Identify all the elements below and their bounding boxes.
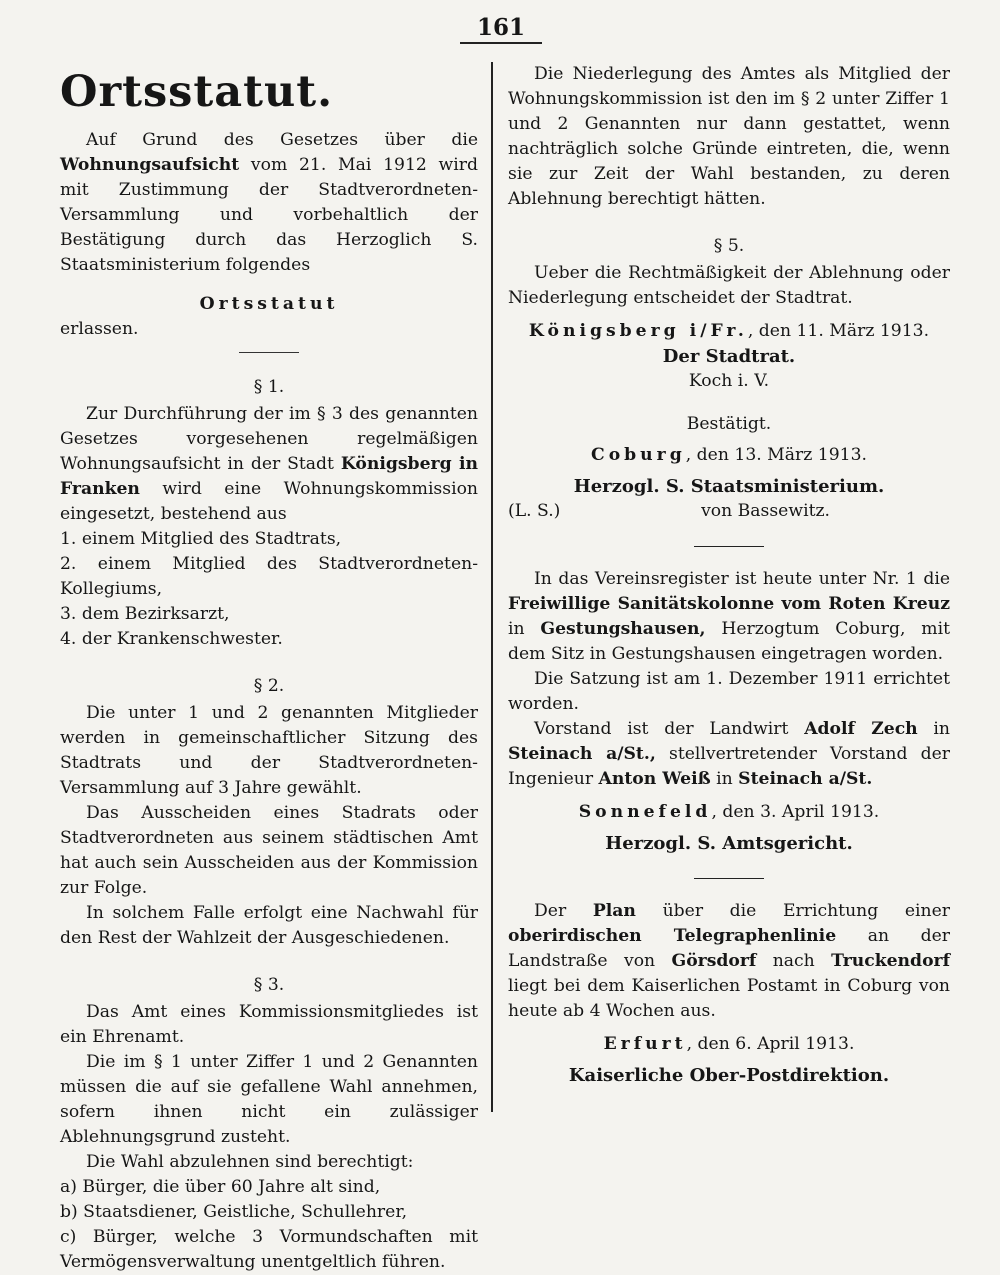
s5-paragraph: Ueber die Rechtmäßigkeit der Ablehnung oder Niederlegung entscheidet der Stadtrat. — [508, 263, 950, 308]
s1-list-item: 4. der Krankenschwester. — [60, 629, 283, 649]
intro-text-2: vom 21. Mai 1912 wird mit Zustimmung der Stadtverordneten-Versammlung und vorbehaltlich der Bestätigung durch das Herzoglich S. Staatsministerium folgendes — [60, 155, 478, 275]
page-number: 161 — [476, 14, 525, 41]
section-1-title: § 1. — [253, 377, 285, 397]
notice-text: Der — [534, 901, 593, 921]
section-1-text — [60, 402, 478, 527]
column-divider — [491, 62, 493, 1112]
dateline-date: , den 13. März 1913. — [685, 445, 867, 465]
dateline-place: Coburg — [591, 445, 686, 465]
seal-row — [508, 499, 950, 524]
board-place: Steinach a/St., — [508, 744, 656, 764]
s1-text-2: wird eine Wohnungskommission eingesetzt, bestehend aus — [60, 479, 478, 524]
left-column — [60, 62, 478, 1275]
notice-text: nach — [756, 951, 832, 971]
statute-heading: Ortsstatut — [199, 294, 339, 314]
association-place: Gestungshausen, — [540, 619, 706, 639]
s1-list-item: 2. einem Mitglied des Stadtverordneten-Kollegiums, — [60, 554, 478, 599]
register-board — [508, 717, 950, 792]
seal-mark: (L. S.) — [508, 501, 561, 521]
s1-text-1: Zur Durchführung der im § 3 des genannten Gesetzes vorgesehenen regelmäßigen Wohnungsaufsicht in der Stadt — [60, 404, 478, 474]
dateline-date: , den 6. April 1913. — [686, 1034, 855, 1054]
court-signature: Herzogl. S. Amtsgericht. — [605, 833, 853, 854]
document-title: Ortsstatut. — [60, 67, 334, 117]
s1-list-item: 1. einem Mitglied des Stadtrats, — [60, 529, 342, 549]
confirmed-label: Bestätigt. — [686, 414, 772, 434]
separator-rule — [694, 546, 764, 547]
separator-rule — [239, 352, 299, 353]
s3-paragraph: Die Wahl abzulehnen sind berechtigt: — [86, 1152, 414, 1172]
dateline-place: Königsberg i/Fr. — [528, 321, 748, 341]
notice-bold: Truckendorf — [831, 951, 950, 971]
telegraph-notice — [508, 899, 950, 1024]
s4-paragraph: Die Niederlegung des Amtes als Mitglied der Wohnungskommission ist den im § 2 unter Ziffer 1 und 2 Genannten nur dann gestattet, wenn nachträglich solche Gründe eintreten, die, wenn sie zur Zeit der Wahl bestanden, zu deren Ablehnung berechtigt hätten. — [508, 64, 950, 209]
council-signature: Der Stadtrat. — [662, 346, 796, 367]
minister-name: von Bassewitz. — [701, 501, 830, 521]
register-text: Herzogtum Coburg, mit dem Sitz in Gestungshausen eingetragen worden. — [508, 619, 950, 664]
s2-paragraph: In solchem Falle erfolgt eine Nachwahl für den Rest der Wahlzeit der Ausgeschiedenen. — [60, 903, 478, 948]
section-2-title: § 2. — [253, 676, 285, 696]
notice-bold: Görsdorf — [671, 951, 757, 971]
postal-signature: Kaiserliche Ober-Postdirektion. — [568, 1065, 890, 1086]
dateline-sonnefeld — [508, 800, 950, 825]
dateline-date: , den 11. März 1913. — [747, 321, 930, 341]
right-column — [508, 62, 950, 1088]
notice-text: an der Landstraße von — [508, 926, 950, 971]
dateline-date: , den 3. April 1913. — [711, 802, 880, 822]
s2-paragraph: Die unter 1 und 2 genannten Mitglieder werden in gemeinschaftlicher Sitzung des Stadtrats und der Stadtverordneten-Versammlung auf 3 Jahre gewählt. — [60, 703, 478, 798]
dateline-place: Erfurt — [603, 1034, 687, 1054]
s1-list-item: 3. dem Bezirksarzt, — [60, 604, 230, 624]
dateline-place: Sonnefeld — [578, 802, 712, 822]
s3-list-item: b) Staatsdiener, Geistliche, Schullehrer, — [60, 1202, 408, 1222]
dateline-erfurt — [508, 1032, 950, 1057]
enacted-text: erlassen. — [60, 319, 139, 339]
page-number-rule — [460, 42, 542, 44]
notice-bold: oberirdischen Telegraphenlinie — [508, 926, 837, 946]
notice-bold: Plan — [592, 901, 636, 921]
board-deputy: Anton Weiß — [598, 769, 711, 789]
intro-bold-term: Wohnungsaufsicht — [60, 155, 240, 175]
register-statute-date: Die Satzung ist am 1. Dezember 1911 errichtet worden. — [508, 669, 950, 714]
section-3-title: § 3. — [253, 975, 285, 995]
intro-paragraph — [60, 128, 478, 278]
s3-paragraph: Das Amt eines Kommissionsmitgliedes ist ein Ehrenamt. — [60, 1002, 478, 1047]
board-chair: Adolf Zech — [804, 719, 918, 739]
notice-text: über die Errichtung einer — [635, 901, 950, 921]
board-text: stellvertretender Vorstand der Ingenieur — [508, 744, 950, 789]
separator-rule — [694, 878, 764, 879]
s1-place: Königsberg in Franken — [60, 454, 478, 499]
ministry-signature: Herzogl. S. Staatsministerium. — [573, 476, 885, 497]
s3-list-item: c) Bürger, welche 3 Vormundschaften mit Vermögensverwaltung unentgeltlich führen. — [60, 1227, 478, 1272]
s3-paragraph: Die im § 1 unter Ziffer 1 und 2 Genannten müssen die auf sie gefallene Wahl annehmen, sofern ihnen nicht ein zulässiger Ablehnungsgrund zusteht. — [60, 1052, 478, 1147]
board-text: Vorstand ist der Landwirt — [534, 719, 805, 739]
council-signatory: Koch i. V. — [688, 371, 770, 391]
board-place: Steinach a/St. — [738, 769, 873, 789]
s3-list-item: a) Bürger, die über 60 Jahre alt sind, — [60, 1177, 381, 1197]
board-text: in — [710, 769, 739, 789]
register-text: in — [508, 619, 541, 639]
notice-text: liegt bei dem Kaiserlichen Postamt in Coburg von heute ab 4 Wochen aus. — [508, 976, 950, 1021]
association-name: Freiwillige Sanitätskolonne vom Roten Kreuz — [508, 594, 950, 614]
section-5-title: § 5. — [713, 236, 745, 256]
dateline-koenigsberg — [508, 319, 950, 344]
register-text: In das Vereinsregister ist heute unter Nr. 1 die — [534, 569, 950, 589]
s2-paragraph: Das Ausscheiden eines Stadrats oder Stadtverordneten aus seinem städtischen Amt hat auch sein Ausscheiden aus der Kommission zur Folge. — [60, 803, 478, 898]
dateline-coburg — [508, 443, 950, 468]
register-notice — [508, 567, 950, 667]
intro-text-1: Auf Grund des Gesetzes über die — [86, 130, 478, 150]
board-text: in — [917, 719, 951, 739]
